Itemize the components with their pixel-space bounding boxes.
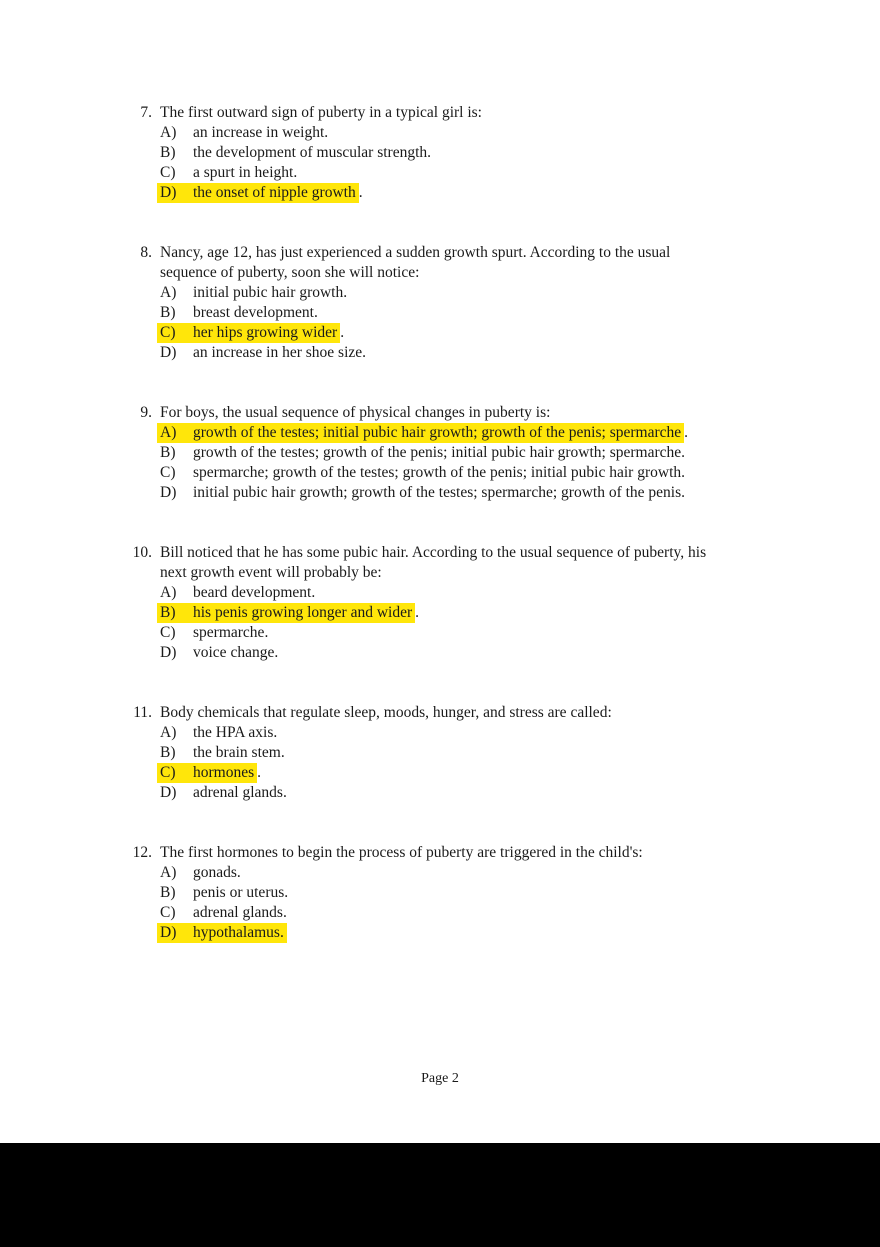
option-content — [160, 344, 362, 361]
option-text: adrenal glands — [193, 904, 283, 921]
option-text: growth of the testes; growth of the penis; initial pubic hair growth; spermarche — [193, 444, 682, 461]
option-text: spermarche; growth of the testes; growth of the penis; initial pubic hair growth — [193, 464, 682, 481]
option-content — [157, 603, 415, 623]
answer-option-b-highlighted — [160, 603, 706, 623]
option-content — [157, 323, 340, 343]
question-number: 10. — [132, 544, 152, 561]
option-suffix: . — [257, 764, 262, 781]
question-body — [160, 103, 482, 203]
option-letter: C) — [160, 624, 176, 641]
option-letter: A) — [160, 424, 177, 441]
question-number: 7. — [140, 104, 152, 121]
option-text: adrenal glands — [193, 784, 283, 801]
option-text: his penis growing longer and wider — [193, 604, 413, 621]
answer-option-d — [160, 783, 612, 803]
question-8 — [120, 243, 880, 363]
option-letter: A) — [160, 584, 177, 601]
option-suffix: . — [284, 884, 289, 901]
answer-option-d — [160, 643, 706, 663]
option-text: an increase in her shoe size — [193, 344, 363, 361]
option-suffix: . — [264, 624, 269, 641]
question-9 — [120, 403, 880, 503]
question-text: For boys, the usual sequence of physical changes in puberty is: — [160, 404, 551, 421]
option-content — [160, 744, 281, 761]
question-text: sequence of puberty, soon she will notice: — [160, 264, 420, 281]
answer-option-b — [160, 303, 670, 323]
option-content — [160, 904, 283, 921]
option-content — [160, 884, 284, 901]
question-text: The first outward sign of puberty in a typical girl is: — [160, 104, 482, 121]
option-suffix: . — [324, 124, 329, 141]
option-content — [160, 304, 314, 321]
option-letter: A) — [160, 864, 177, 881]
option-text: voice change — [193, 644, 275, 661]
answer-option-d — [160, 483, 688, 503]
option-suffix: . — [684, 424, 689, 441]
question-text: The first hormones to begin the process of puberty are triggered in the child's: — [160, 844, 643, 861]
option-letter: B) — [160, 744, 176, 761]
question-text: Bill noticed that he has some pubic hair. According to the usual sequence of puberty, his — [160, 544, 707, 561]
option-letter: D) — [160, 184, 177, 201]
option-content — [160, 124, 324, 141]
option-text: spermarche — [193, 624, 265, 641]
answer-option-a — [160, 863, 643, 883]
question-body — [160, 543, 706, 663]
option-content — [160, 164, 293, 181]
question-body — [160, 243, 670, 363]
question-number: 9. — [140, 404, 152, 421]
option-content — [157, 423, 684, 443]
option-text: a spurt in height — [193, 164, 294, 181]
option-text: breast development — [193, 304, 314, 321]
question-number: 8. — [140, 244, 152, 261]
option-suffix: . — [282, 904, 287, 921]
question-10 — [120, 543, 880, 663]
option-suffix: . — [273, 724, 278, 741]
option-letter: C) — [160, 764, 176, 781]
option-letter: D) — [160, 924, 177, 941]
option-letter: B) — [160, 304, 176, 321]
option-suffix: . — [274, 644, 279, 661]
option-text: penis or uterus — [193, 884, 285, 901]
option-content — [160, 464, 681, 481]
option-content — [157, 923, 287, 943]
question-number: 11. — [133, 704, 152, 721]
question-body — [160, 403, 688, 503]
option-content — [160, 584, 311, 601]
page-footer: Page 2 — [421, 1071, 459, 1086]
option-suffix: . — [311, 584, 316, 601]
answer-option-b — [160, 883, 643, 903]
question-11 — [120, 703, 880, 803]
answer-option-d-highlighted — [160, 183, 482, 203]
answer-option-a-highlighted — [160, 423, 688, 443]
option-suffix: . — [358, 184, 363, 201]
question-number: 12. — [132, 844, 152, 861]
option-content — [157, 183, 359, 203]
option-letter: C) — [160, 464, 176, 481]
answer-option-a — [160, 723, 612, 743]
option-suffix: . — [340, 324, 345, 341]
question-7 — [120, 103, 880, 203]
answer-option-d-highlighted — [160, 923, 643, 943]
answer-option-c — [160, 463, 688, 483]
option-content — [160, 284, 343, 301]
option-suffix: . — [280, 744, 285, 761]
option-letter: B) — [160, 884, 176, 901]
answer-option-b — [160, 443, 688, 463]
option-suffix: . — [313, 304, 318, 321]
option-content — [160, 724, 273, 741]
answer-option-d — [160, 343, 670, 363]
option-suffix: . — [427, 144, 432, 161]
option-suffix: . — [681, 444, 686, 461]
option-suffix: . — [343, 284, 348, 301]
answer-option-c-highlighted — [160, 323, 670, 343]
option-letter: A) — [160, 284, 177, 301]
option-text: hypothalamus. — [193, 924, 284, 941]
option-text: growth of the testes; initial pubic hair growth; growth of the penis; spermarche — [193, 424, 682, 441]
option-letter: B) — [160, 444, 176, 461]
option-suffix: . — [362, 344, 367, 361]
option-letter: C) — [160, 324, 176, 341]
answer-option-b — [160, 743, 612, 763]
option-suffix: . — [415, 604, 419, 621]
option-letter: D) — [160, 644, 177, 661]
question-body — [160, 843, 643, 943]
option-suffix: . — [681, 484, 686, 501]
option-suffix: . — [282, 784, 287, 801]
option-content — [157, 763, 257, 783]
option-suffix: . — [681, 464, 686, 481]
option-text: initial pubic hair growth; growth of the testes; spermarche; growth of the penis — [193, 484, 682, 501]
option-letter: B) — [160, 144, 176, 161]
option-letter: D) — [160, 784, 177, 801]
option-text: an increase in weight — [193, 124, 325, 141]
option-content — [160, 644, 274, 661]
option-text: initial pubic hair growth — [193, 284, 344, 301]
option-content — [160, 484, 681, 501]
option-content — [160, 624, 264, 641]
question-12 — [120, 843, 880, 943]
bottom-black-band — [0, 1143, 880, 1247]
answer-option-b — [160, 143, 482, 163]
option-letter: B) — [160, 604, 176, 621]
option-text: beard development — [193, 584, 312, 601]
option-content — [160, 444, 681, 461]
option-suffix: . — [236, 864, 241, 881]
option-content — [160, 144, 427, 161]
option-content — [160, 784, 283, 801]
option-text: the brain stem — [193, 744, 281, 761]
option-text: the HPA axis — [193, 724, 274, 741]
option-text: the onset of nipple growth — [193, 184, 356, 201]
answer-option-c — [160, 163, 482, 183]
option-letter: A) — [160, 124, 177, 141]
option-letter: C) — [160, 904, 176, 921]
option-letter: C) — [160, 164, 176, 181]
answer-option-a — [160, 583, 706, 603]
answer-option-a — [160, 123, 482, 143]
answer-option-a — [160, 283, 670, 303]
option-letter: A) — [160, 724, 177, 741]
option-letter: D) — [160, 484, 177, 501]
option-content — [160, 864, 237, 881]
answer-option-c-highlighted — [160, 763, 612, 783]
question-text: Body chemicals that regulate sleep, moods, hunger, and stress are called: — [160, 704, 612, 721]
question-body — [160, 703, 612, 803]
option-text: gonads — [193, 864, 237, 881]
option-text: the development of muscular strength — [193, 144, 428, 161]
option-text: hormones — [193, 764, 255, 781]
answer-option-c — [160, 903, 643, 923]
option-letter: D) — [160, 344, 177, 361]
option-text: her hips growing wider — [193, 324, 338, 341]
question-text: next growth event will probably be: — [160, 564, 382, 581]
option-suffix: . — [293, 164, 298, 181]
question-text: Nancy, age 12, has just experienced a sudden growth spurt. According to the usual — [160, 244, 671, 261]
answer-option-c — [160, 623, 706, 643]
